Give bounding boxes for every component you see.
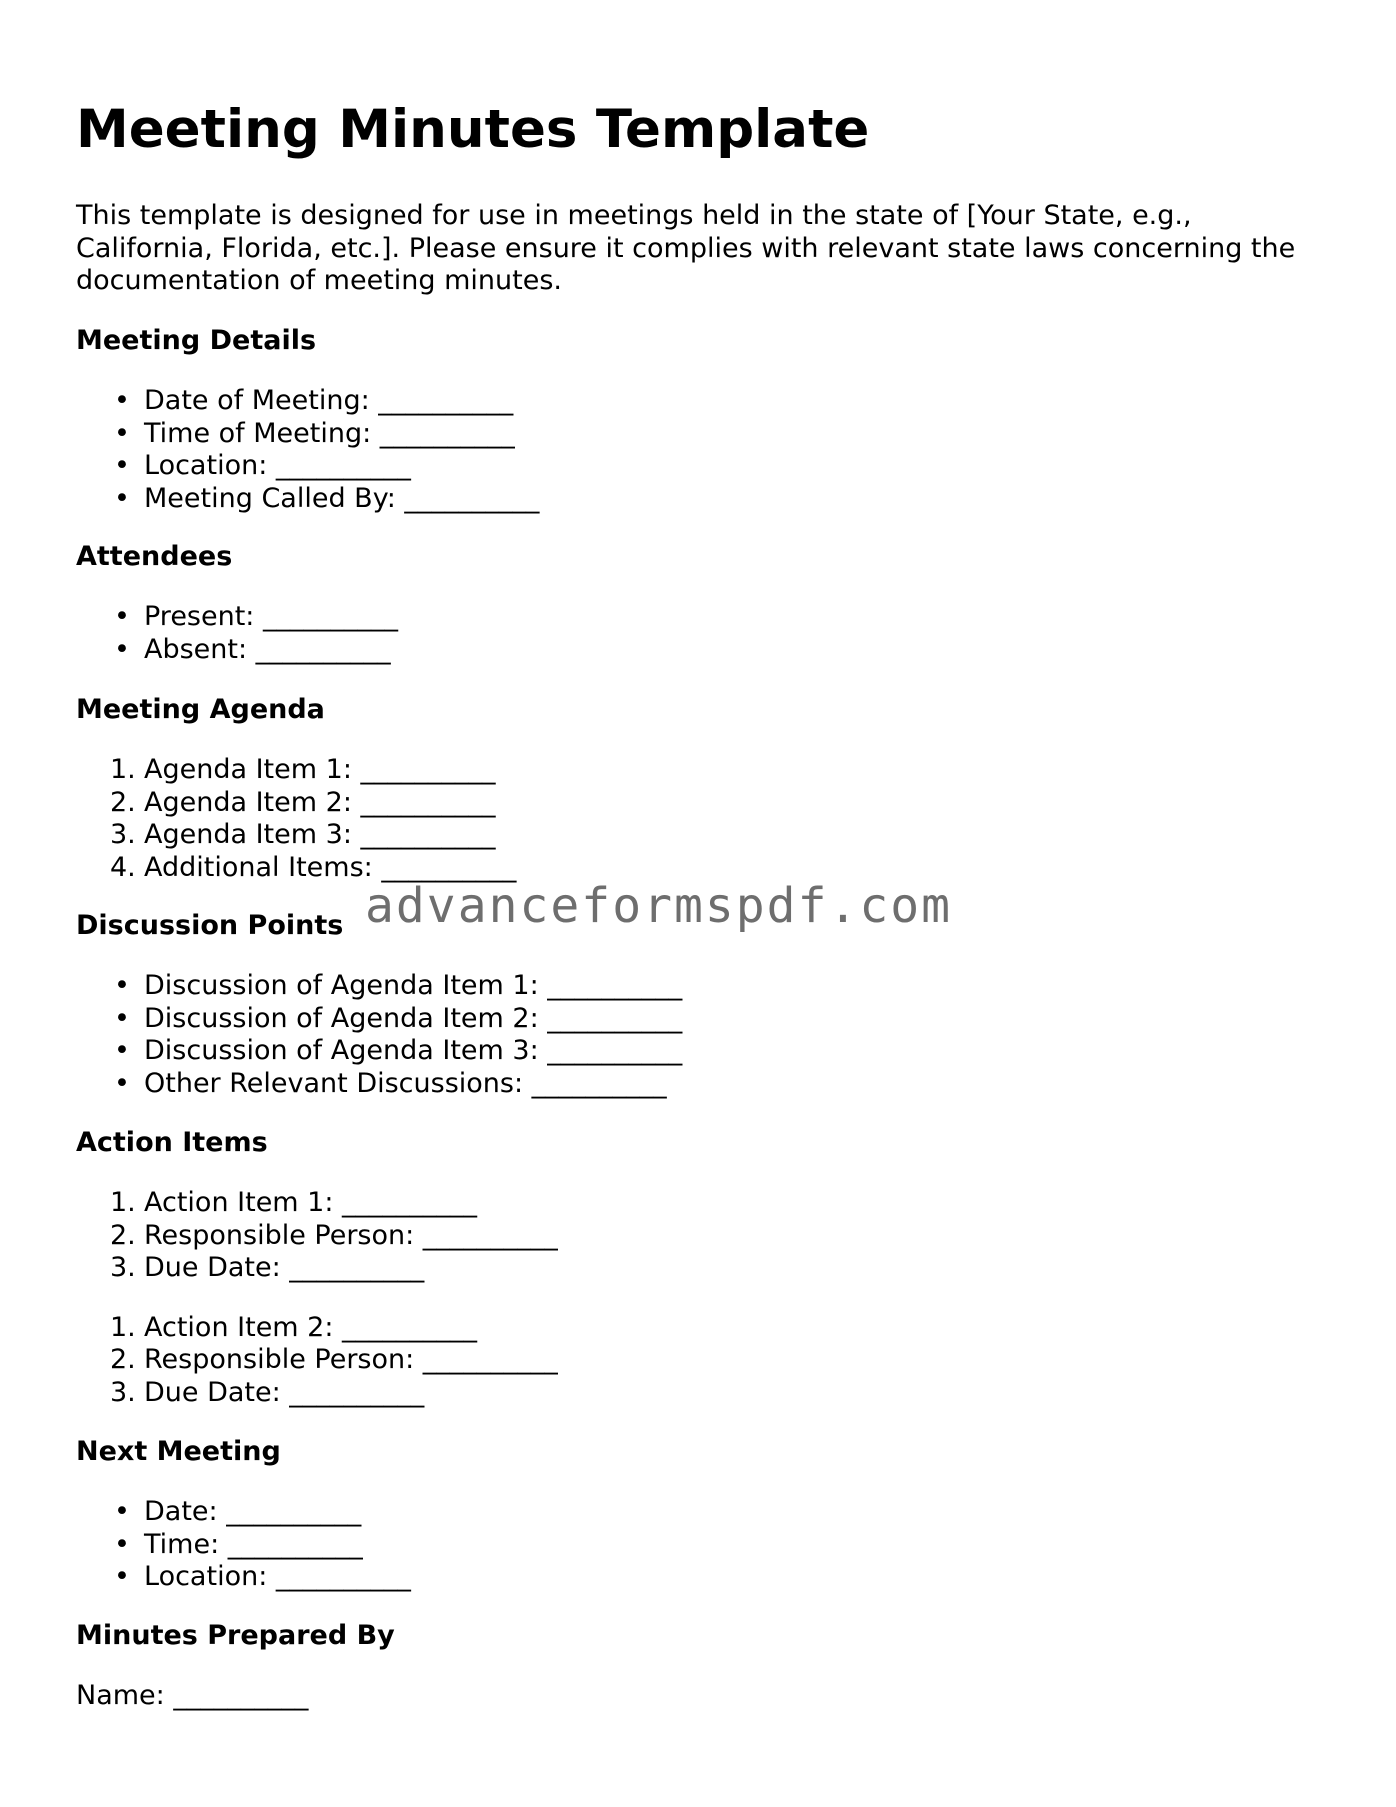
bullet-marker: • [114,385,130,416]
item-text: Agenda Item 3: __________ [144,819,496,850]
list-item [76,787,1326,820]
list-item [76,819,1326,852]
list-item [76,450,1326,483]
action-group-1 [76,1187,1326,1285]
item-text: Agenda Item 1: __________ [144,754,496,785]
bullet-marker: • [114,1002,130,1034]
number-marker: 3. [110,1376,136,1408]
section-heading: Discussion Points [76,910,344,941]
list-item [76,1312,1326,1345]
bullet-marker: • [114,450,130,481]
section-discussion-points [76,910,1326,1100]
list-item [76,483,1326,516]
bullet-marker: • [114,1067,130,1099]
section-heading: Meeting Agenda [76,694,325,725]
list-item [76,1529,1326,1562]
item-text: Due Date: __________ [144,1376,425,1408]
list-item [76,1003,1326,1036]
attendees-list [76,601,1326,666]
item-text: Date of Meeting: __________ [144,385,514,416]
agenda-list [76,754,1326,884]
list-item [76,1496,1326,1529]
item-text: Due Date: __________ [144,1252,425,1283]
number-marker: 1. [110,754,136,785]
number-marker: 2. [110,1344,136,1375]
bullet-marker: • [114,601,130,632]
section-next-meeting [76,1436,1326,1594]
item-text: Date: __________ [144,1496,362,1527]
bullet-marker: • [114,482,130,514]
bullet-marker: • [114,633,130,665]
page-title: Meeting Minutes Template [76,99,870,160]
item-text: Discussion of Agenda Item 2: __________ [144,1002,683,1034]
bullet-marker: • [114,1496,130,1527]
number-marker: 4. [110,851,136,883]
item-text: Additional Items: __________ [144,851,517,883]
section-action-items [76,1127,1326,1409]
list-item [76,634,1326,667]
list-item [76,385,1326,418]
next-meeting-list [76,1496,1326,1594]
section-attendees [76,541,1326,666]
section-meeting-agenda [76,694,1326,884]
list-item [76,601,1326,634]
number-marker: 3. [110,819,136,850]
list-item [76,1344,1326,1377]
section-minutes-prepared-by [76,1620,1326,1712]
number-marker: 3. [110,1252,136,1283]
item-text: Other Relevant Discussions: __________ [144,1067,667,1099]
list-item [76,1068,1326,1101]
list-item [76,1377,1326,1410]
item-text: Absent: __________ [144,633,391,665]
action-group-2 [76,1312,1326,1410]
item-text: Location: __________ [144,450,411,481]
list-item [76,754,1326,787]
bullet-marker: • [114,1035,130,1066]
list-item [76,1187,1326,1220]
section-meeting-details [76,325,1326,515]
item-text: Responsible Person: __________ [144,1344,558,1375]
list-item [76,1220,1326,1253]
item-text: Action Item 1: __________ [144,1187,478,1218]
number-marker: 1. [110,1311,136,1343]
list-item [76,1252,1326,1285]
item-text: Meeting Called By: __________ [144,482,540,514]
item-text: Action Item 2: __________ [144,1311,478,1343]
item-text: Time of Meeting: __________ [144,417,515,449]
bullet-marker: • [114,1528,130,1560]
section-heading: Next Meeting [76,1436,281,1467]
number-marker: 2. [110,1219,136,1251]
section-heading: Attendees [76,541,233,572]
item-text: Location: __________ [144,1561,411,1592]
intro-paragraph: This template is designed for use in meetings held in the state of [Your State, e.g., California, Florida, etc.]. Please ensure it complies with relevant state laws concerning the documentation of meeting minutes. [76,200,1296,296]
item-text: Discussion of Agenda Item 3: __________ [144,1035,683,1066]
number-marker: 2. [110,786,136,818]
section-heading: Minutes Prepared By [76,1620,395,1651]
number-marker: 1. [110,1187,136,1218]
bullet-marker: • [114,970,130,1001]
discussion-list [76,970,1326,1100]
list-item [76,970,1326,1003]
bullet-marker: • [114,1561,130,1592]
list-item [76,1035,1326,1068]
watermark-text: advanceformspdf.com [365,878,953,934]
item-text: Discussion of Agenda Item 1: __________ [144,970,683,1001]
prepared-by-name: Name: __________ [76,1680,309,1711]
section-heading: Action Items [76,1127,268,1158]
item-text: Present: __________ [144,601,398,632]
item-text: Time: __________ [144,1528,363,1560]
item-text: Responsible Person: __________ [144,1219,558,1251]
list-item [76,1561,1326,1594]
bullet-marker: • [114,417,130,449]
list-item [76,418,1326,451]
section-heading: Meeting Details [76,325,317,356]
item-text: Agenda Item 2: __________ [144,786,496,818]
details-list [76,385,1326,515]
